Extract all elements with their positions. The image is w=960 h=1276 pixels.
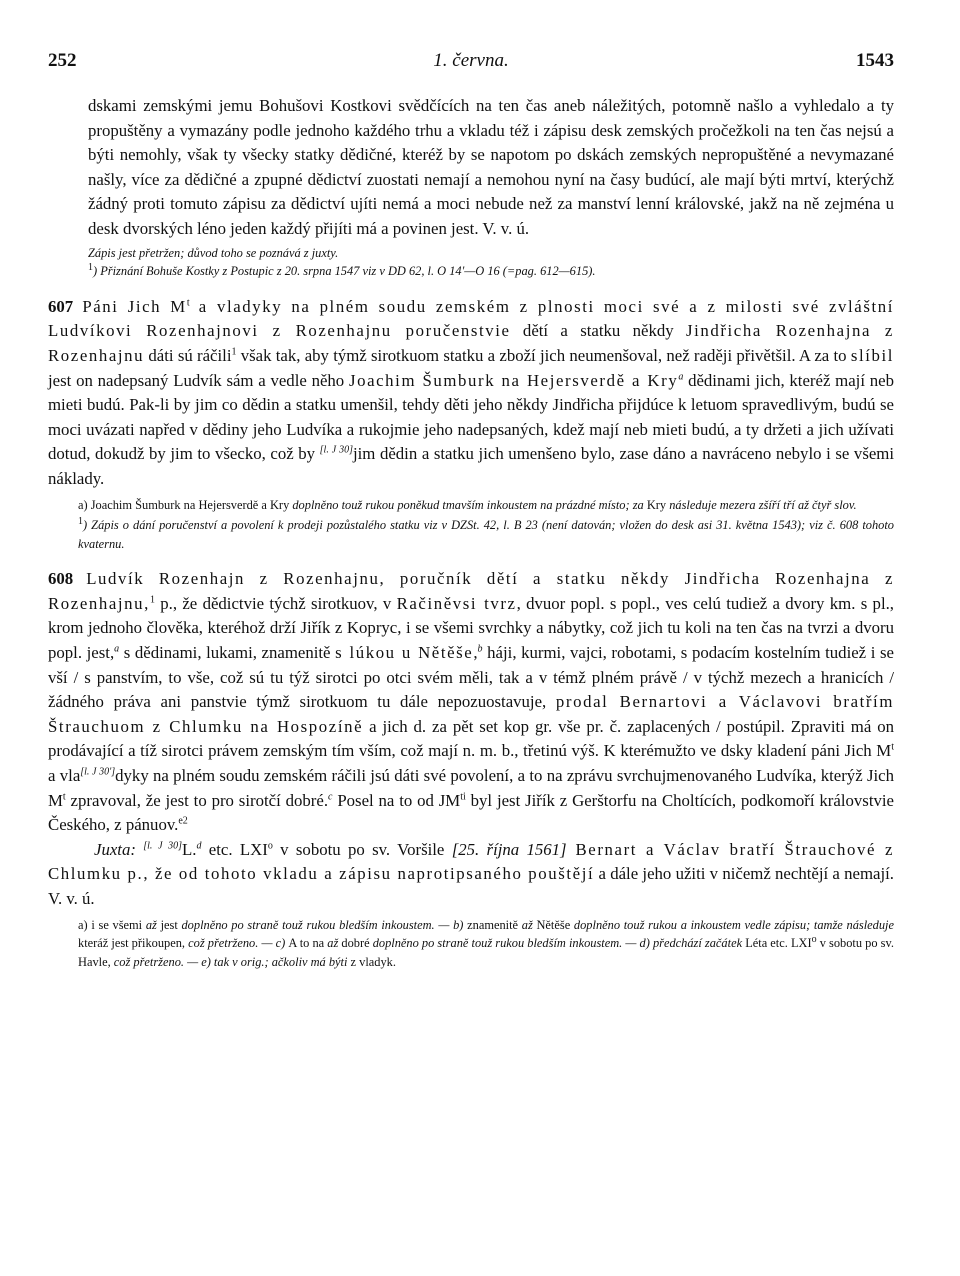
note-a: a) Joachim Šumburk na Hejersverdě a Kry doplněno touž rukou poněkud tmavším inkoustem na prázdné místo; za Kry následuje mezera zšíří tří až čtyř slov. bbox=[78, 497, 857, 512]
entry-608 bbox=[48, 567, 894, 971]
juxta-paragraph: Juxta: [l. J 30]L.$^d$ etc. LXI$^o$ v sobotu po sv. Voršile [25. října 1561] Bernart a Václav bratří Štrauchové z Chlumku p., že od tohoto vkladu a zápisu naprotipsaného pouštějí a dále jeho užiti v ničemž nechtějí a nemají. V. v. ú. bbox=[48, 839, 895, 908]
footnote-1: $^1$) Zápis o dání poručenství a povolení k prodeji pozůstalého statku viz v DZSt. 42, l. B 23 (není datován; vložen do desk asi 31. května 1543); viz č. 608 tohoto kvaternu. bbox=[78, 515, 894, 551]
entry-607 bbox=[48, 295, 894, 554]
intro-footnote bbox=[48, 262, 894, 281]
footnote-mark: 1 bbox=[88, 262, 93, 274]
notes-a-e: a) i se všemi až jest doplněno po straně touž rukou bledším inkoustem. — b) znamenitě až Nětěše doplněno touž rukou a inkoustem vedle zápisu; tamže následuje kteráž jest přikoupen, což přetrženo. — c) A to na až dobré doplněno po straně touž rukou bledším inkoustem. — d) předchází začátek Léta etc. LXI$^o$ v sobotu po sv. Havle, což přetrženo. — e) tak v orig.; ačkoliv má býti z vladyk. bbox=[78, 917, 895, 969]
intro-section bbox=[48, 94, 894, 281]
footnote-text: ) Přiznání Bohuše Kostky z Postupic z 20. srpna 1547 viz v DD 62, l. O 14'—O 16 (=pag. 612—615). bbox=[93, 264, 596, 279]
header-date: 1. června. bbox=[433, 50, 509, 71]
page-header bbox=[48, 50, 894, 80]
intro-note: Zápis jest přetržen; důvod toho se poznává z juxty. bbox=[88, 245, 339, 260]
document-page bbox=[48, 50, 894, 971]
header-year: 1543 bbox=[856, 50, 894, 71]
page-number: 252 bbox=[48, 50, 77, 71]
entry-607-notes bbox=[48, 496, 894, 554]
intro-paragraph: dskami zemskými jemu Bohušovi Kostkovi svědčících na ten čas aneb náležitých, potomně našlo a vyhledalo a ty propuštěny a vymazány podle jednoho každého trhu a vkladu též i zápisu desk zemských pročežkoli na ten čas nejsú a býti nemohly, však ty všecky statky dědičné, kteréž by se napotom po dskách zemských nepropuštěné a nevymazané našly, více za dědičné a zpupné dědictví zuostati nemají a nemohou nyní na časy budúcí, ale mají býti mrtví, kterýchž žádný proti tomuto zápisu za dědictví ujíti nemá a moci nebude než za manství lenní královské, jakž na ně zejména u desk dvorských léno jeden každý přijíti má a povinen jest. V. v. ú. bbox=[88, 96, 894, 238]
entry-number: 607 bbox=[48, 296, 74, 316]
entry-608-paragraph: 608 Ludvík Rozenhajn z Rozenhajnu, poručník dětí a statku někdy Jindřicha Rozenhajna z Rozenhajnu,$^1$ p., že dědictvie týchž sirotkuov, v Račiněvsi tvrz, dvuor popl. s popl., ves celú tudiež a dvory km. s pl., krom jednoho člověka, kteréhož drží Jiřík z Kopryc, i se všemi svrchky a nábytky, což jich tu koli na ten čas na tvrzi a dvoru popl. jest,$^a$ s dědinami, lukami, znamenitě s lúkou u Nětěše,$^b$ háji, kurmi, vajci, robotami, s podacím kostelním tudiež i se vší / s panstvím, to vše, což sú tu týž sirotci po otci svém měli, tak a v témž plném právě / v týchž mezech a hranicích / žádného práva ani panstvie týmž sirotkuom tu dále nepozuostavuje, prodal Bernartovi a Václavovi bratřím Štrauchuom z Chlumku na Hospozíně a jich d. za pět set kop gr. vše pr. č. zaplacených / postúpil. Zpraviti má on prodávající a tíž sirotci právem zemským tím vším, což mají n. m. b., třetinú výš. K kterémužto ve dsky kladení páni Jich $M^t$ a vla[l. J 30']dyky na plném soudu zemském ráčili jsú dáti své povolení, a to na zprávu svrchujmenovaného Ludvíka, kterýž Jich $M^t$ zpravoval, že jest to pro sirotčí dobré.$^c$ Posel na to od $JM^{ti}$ byl jest Jiřík z Gerštorfu na Choltících, podkomoří královstvie Českého, z pánuov.$^{e2}$ bbox=[48, 569, 894, 835]
entry-608-notes bbox=[48, 916, 894, 972]
entry-607-paragraph: 607 Páni Jich $M^t$ a vladyky na plném soudu zemském z plnosti moci své a z milosti své zvláštní Ludvíkovi Rozenhajnovi z Rozenhajnu poručenstvie dětí a statku někdy Jindřicha Rozenhajna z Rozenhajnu dáti sú ráčili$^1$ však tak, aby týmž sirotkuom statku a zboží jich neumenšoval, než raději přivětšil. A za to slíbil jest on nadepsaný Ludvík sám a vedle něho Joachim Šumburk na Hejersverdě a Kry$^a$ dědinami jich, kteréž mají neb mieti budú. Pak-li by jim co dědin a statku umenšil, tehdy děti jeho někdy Jindřicha přijdúce k letuom spravedlivým, budú se moci uvázati napřed v dědiny jeho Ludvíka a rukojmie jeho nadepsaných, kdež mají neb mieti budú, a ty držeti a jich užívati dotud, dokudž by jim to všecko, což by [l. J 30]jim dědin a statku jich umenšeno bylo, zase dáno a navráceno nebylo i se všemi náklady. bbox=[48, 296, 895, 488]
entry-number: 608 bbox=[48, 569, 74, 589]
